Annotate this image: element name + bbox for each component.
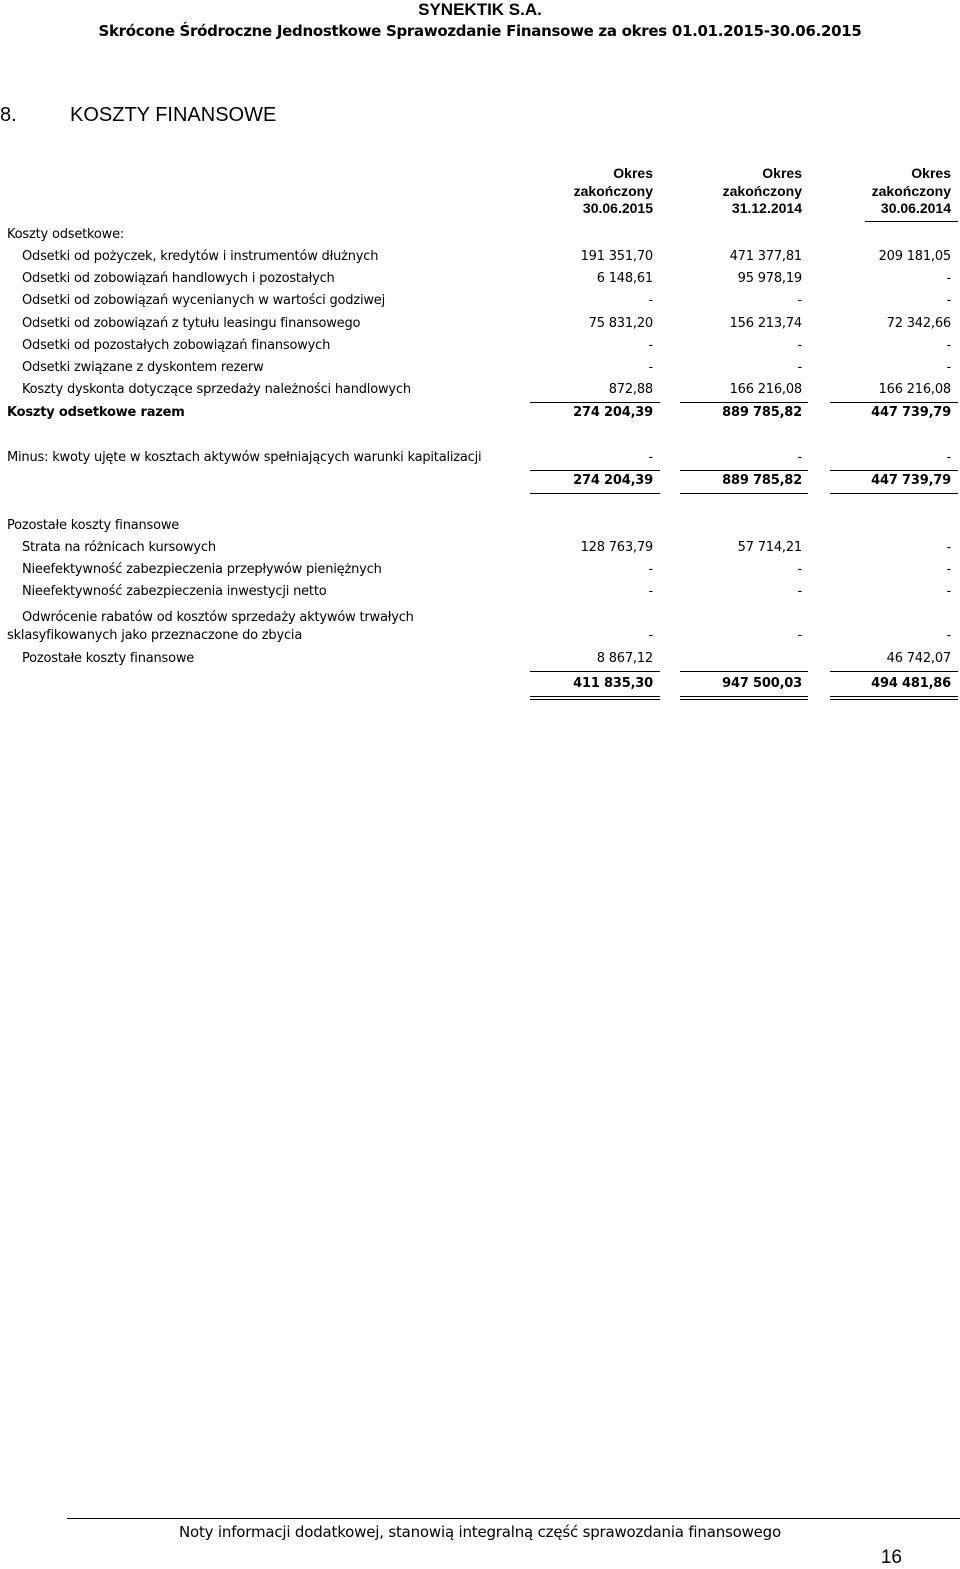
column-header-1 (493, 165, 653, 218)
document-subtitle: Skrócone Śródroczne Jednostkowe Sprawozdanie Finansowe za okres 01.01.2015-30.06.2015 (98, 22, 862, 40)
interest-total-2014fy: 889 785,82 (722, 405, 802, 420)
table-row (0, 540, 960, 560)
row-value-2014fy: - (797, 293, 802, 308)
grand-total-row (0, 676, 960, 696)
table-row (0, 338, 960, 358)
row-label: Odsetki od zobowiązań z tytułu leasingu finansowego (22, 316, 361, 331)
subtotal-line (830, 470, 958, 471)
row-label: Nieefektywność zabezpieczenia inwestycji netto (22, 584, 327, 599)
grand-total-2014h1: 494 481,86 (871, 676, 951, 691)
row-value-2014fy: - (797, 338, 802, 353)
grand-total-2014fy: 947 500,03 (722, 676, 802, 691)
row-label: Koszty dyskonta dotyczące sprzedaży należności handlowych (22, 382, 411, 397)
row-value-2014h1: 72 342,66 (886, 316, 951, 331)
row-label: Strata na różnicach kursowych (22, 540, 216, 555)
row-value-2014h1: - (946, 540, 951, 555)
column-header-1-line1: Okres (613, 165, 653, 181)
company-name: SYNEKTIK S.A. (418, 0, 542, 19)
interest-heading: Koszty odsetkowe: (7, 227, 125, 242)
footer-divider (67, 1518, 960, 1519)
reversal-2014h1: - (946, 628, 951, 643)
reversal-row-line1 (0, 610, 960, 630)
table-row (0, 316, 960, 336)
row-value-2015h1: - (648, 584, 653, 599)
capitalization-row (0, 450, 960, 470)
table-row (0, 382, 960, 402)
reversal-label-line2: sklasyfikowanych jako przeznaczone do zbycia (7, 628, 303, 643)
row-label: Odsetki od pożyczek, kredytów i instrumentów dłużnych (22, 249, 379, 264)
table-row (0, 271, 960, 291)
row-value-2015h1: - (648, 338, 653, 353)
row-value-2015h1: 191 351,70 (580, 249, 653, 264)
interest-total-2014h1: 447 739,79 (871, 405, 951, 420)
subtotal-line (680, 402, 808, 403)
column-header-3-line2: zakończony (871, 182, 951, 199)
capitalization-label: Minus: kwoty ujęte w kosztach aktywów spełniających warunki kapitalizacji (7, 450, 482, 465)
column-header-2 (642, 165, 802, 218)
interest-total-2015h1: 274 204,39 (573, 405, 653, 420)
row-value-2014h1: - (946, 293, 951, 308)
other-costs-row (0, 651, 960, 671)
table-row (0, 584, 960, 604)
row-label: Odsetki od zobowiązań wycenianych w wartości godziwej (22, 293, 386, 308)
column-header-3-line3: 30.06.2014 (880, 200, 951, 216)
row-value-2015h1: 128 763,79 (580, 540, 653, 555)
page-number: 16 (880, 1547, 902, 1568)
row-value-2015h1: 6 148,61 (596, 271, 653, 286)
row-label: Odsetki od pozostałych zobowiązań finansowych (22, 338, 331, 353)
row-label: Odsetki związane z dyskontem rezerw (22, 360, 264, 375)
reversal-2015h1: - (648, 628, 653, 643)
total-line (830, 493, 958, 494)
interest-total-row (0, 405, 960, 425)
row-value-2014h1: 209 181,05 (878, 249, 951, 264)
row-value-2014fy: 166 216,08 (729, 382, 802, 397)
row-value-2015h1: - (648, 293, 653, 308)
reversal-2014fy: - (797, 628, 802, 643)
row-value-2015h1: 75 831,20 (588, 316, 653, 331)
grand-total-2015h1: 411 835,30 (573, 676, 653, 691)
row-value-2014h1: - (946, 584, 951, 599)
column-header-3-underline (865, 221, 958, 222)
table-row (0, 360, 960, 380)
subtotal-line (530, 671, 660, 672)
row-value-2014fy: 95 978,19 (737, 271, 802, 286)
row-value-2014fy: 471 377,81 (729, 249, 802, 264)
grand-total-line-top (530, 696, 660, 697)
row-value-2015h1: - (648, 562, 653, 577)
row-label: Nieefektywność zabezpieczenia przepływów pieniężnych (22, 562, 382, 577)
row-value-2014h1: - (946, 338, 951, 353)
footer-note: Noty informacji dodatkowej, stanowią integralną część sprawozdania finansowego (179, 1523, 781, 1541)
reversal-label-line1: Odwrócenie rabatów od kosztów sprzedaży aktywów trwałych (22, 610, 414, 625)
grand-total-line-bottom (680, 699, 808, 700)
table-row (0, 293, 960, 313)
column-header-1-line2: zakończony (573, 182, 653, 199)
subtotal-line (830, 671, 958, 672)
total-line (530, 493, 660, 494)
column-header-3 (791, 165, 951, 218)
row-value-2014h1: - (946, 271, 951, 286)
column-header-2-line2: zakończony (722, 182, 802, 199)
subtotal-line (680, 671, 808, 672)
net-total-2014h1: 447 739,79 (871, 473, 951, 488)
column-header-1-line3: 30.06.2015 (582, 200, 653, 216)
grand-total-line-bottom (530, 699, 660, 700)
row-value-2014fy: - (797, 360, 802, 375)
row-value-2014h1: - (946, 360, 951, 375)
row-value-2014fy: - (797, 584, 802, 599)
row-label: Odsetki od zobowiązań handlowych i pozostałych (22, 271, 335, 286)
reversal-row-line2 (0, 628, 960, 648)
other-costs-label: Pozostałe koszty finansowe (22, 651, 195, 666)
table-row (0, 249, 960, 269)
net-total-2015h1: 274 204,39 (573, 473, 653, 488)
subtotal-line (830, 402, 958, 403)
subtotal-line (680, 470, 808, 471)
other-costs-2015h1: 8 867,12 (596, 651, 653, 666)
row-value-2014fy: 57 714,21 (737, 540, 802, 555)
table-row (0, 562, 960, 582)
section-title: KOSZTY FINANSOWE (70, 104, 277, 126)
grand-total-line-top (680, 696, 808, 697)
row-value-2014h1: 166 216,08 (878, 382, 951, 397)
interest-total-label: Koszty odsetkowe razem (7, 405, 185, 420)
grand-total-line-top (830, 696, 958, 697)
row-value-2014fy: - (797, 562, 802, 577)
row-value-2014h1: - (946, 562, 951, 577)
other-costs-heading-row (0, 518, 960, 538)
subtotal-line (530, 470, 660, 471)
net-interest-total-row (0, 473, 960, 493)
row-value-2015h1: 872,88 (608, 382, 653, 397)
row-value-2015h1: - (648, 360, 653, 375)
total-line (680, 493, 808, 494)
column-header-3-line1: Okres (911, 165, 951, 181)
interest-heading-row (0, 227, 960, 247)
capitalization-2014h1: - (946, 450, 951, 465)
section-number: 8. (0, 104, 17, 126)
grand-total-line-bottom (830, 699, 958, 700)
capitalization-2014fy: - (797, 450, 802, 465)
subtotal-line (530, 402, 660, 403)
column-header-2-line1: Okres (762, 165, 802, 181)
capitalization-2015h1: - (648, 450, 653, 465)
net-total-2014fy: 889 785,82 (722, 473, 802, 488)
other-costs-heading: Pozostałe koszty finansowe (7, 518, 180, 533)
other-costs-2014h1: 46 742,07 (886, 651, 951, 666)
row-value-2014fy: 156 213,74 (729, 316, 802, 331)
column-header-2-line3: 31.12.2014 (731, 200, 802, 216)
